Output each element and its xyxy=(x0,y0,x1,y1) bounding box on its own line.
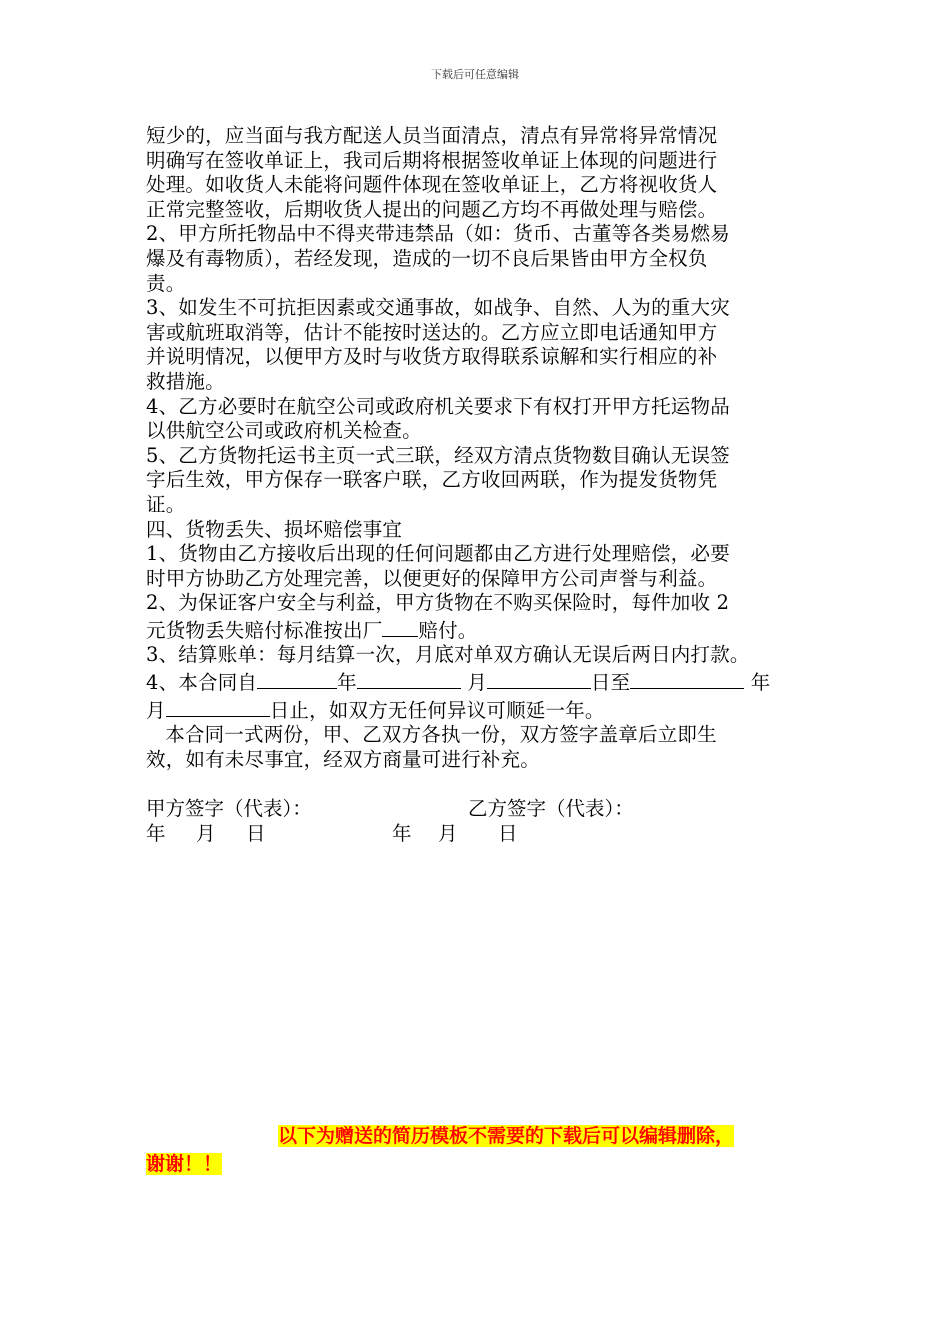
party-a-signature-label: 甲方签字（代表）： xyxy=(146,797,312,820)
paragraph-line: 1、货物由乙方接收后出现的任何问题都由乙方进行处理赔偿，必要 xyxy=(146,542,730,566)
paragraph-line: 害或航班取消等，估计不能按时送达的。乙方应立即电话通知甲方 xyxy=(146,320,718,344)
paragraph-line: 明确写在签收单证上，我司后期将根据签收单证上体现的问题进行 xyxy=(146,148,718,172)
paragraph-line: 效，如有未尽事宜，经双方商量可进行补充。 xyxy=(146,747,541,771)
paragraph-line: 2、甲方所托物品中不得夹带违禁品（如：货币、古董等各类易燃易 xyxy=(146,222,730,246)
contract-body xyxy=(146,124,814,772)
paragraph-line: 责。 xyxy=(146,271,186,295)
paragraph-line: 以供航空公司或政府机关检查。 xyxy=(146,419,422,443)
paragraph-line: 2、为保证客户安全与利益，甲方货物在不购买保险时，每件加收 2 xyxy=(146,591,730,615)
paragraph-line: 本合同一式两份，甲、乙双方各执一份，双方签字盖章后立即生 xyxy=(146,723,717,747)
paragraph-line xyxy=(146,696,814,724)
paragraph-line: 处理。如收货人未能将问题件体现在签收单证上，乙方将视收货人 xyxy=(146,173,718,197)
text-span: 月 xyxy=(460,671,487,695)
text-span: 日至 xyxy=(590,671,631,695)
notice-line-2: 谢谢！！ xyxy=(146,1153,223,1175)
paragraph-line: 救措施。 xyxy=(146,369,225,393)
paragraph-line: 证。 xyxy=(146,492,186,516)
party-b-date-year: 年 xyxy=(392,822,412,845)
party-b-date-day: 日 xyxy=(498,822,518,845)
party-b-date-month: 月 xyxy=(438,822,458,845)
paragraph-line: 爆及有毒物质），若经发现，造成的一切不良后果皆由甲方全权负 xyxy=(146,246,708,270)
blank-underline xyxy=(257,668,337,689)
blank-underline xyxy=(487,668,591,689)
paragraph-line: 3、结算账单：每月结算一次，月底对单双方确认无误后两日内打款。 xyxy=(146,643,750,667)
paragraph-line xyxy=(146,616,814,644)
text-span: 赔付。 xyxy=(418,618,478,642)
text-span: 元货物丢失赔付标准按出厂 xyxy=(146,618,383,642)
party-a-date-month: 月 xyxy=(196,822,216,845)
text-span: 月 xyxy=(146,698,166,722)
page-header: 下载后可任意编辑 xyxy=(431,68,519,81)
blank-underline xyxy=(630,668,744,689)
paragraph-line: 短少的，应当面与我方配送人员当面清点，清点有异常将异常情况 xyxy=(146,124,718,147)
blank-underline xyxy=(166,696,270,717)
paragraph-line: 正常完整签收，后期收货人提出的问题乙方均不再做处理与赔偿。 xyxy=(146,197,718,221)
paragraph-line: 5、乙方货物托运书主页一式三联，经双方清点货物数目确认无误签 xyxy=(146,443,730,467)
paragraph-line: 字后生效，甲方保存一联客户联，乙方收回两联，作为提发货物凭 xyxy=(146,468,718,492)
text-span: 4、本合同自 xyxy=(146,671,258,695)
paragraph-line xyxy=(146,668,814,696)
paragraph-line: 3、如发生不可抗拒因素或交通事故，如战争、自然、人为的重大灾 xyxy=(146,296,730,320)
party-a-date-year: 年 xyxy=(146,822,166,845)
text-span: 年 xyxy=(337,671,357,695)
blank-underline xyxy=(357,668,461,689)
text-span: 年 xyxy=(744,671,771,695)
paragraph-line: 4、乙方必要时在航空公司或政府机关要求下有权打开甲方托运物品 xyxy=(146,394,730,418)
party-b-signature-label: 乙方签字（代表）： xyxy=(468,797,634,820)
blank-underline xyxy=(382,616,418,637)
resume-template-notice xyxy=(146,1122,846,1178)
paragraph-line: 时甲方协助乙方处理完善，以便更好的保障甲方公司声誉与利益。 xyxy=(146,566,718,590)
paragraph-line: 并说明情况，以便甲方及时与收货方取得联系谅解和实行相应的补 xyxy=(146,345,718,369)
notice-line-1: 以下为赠送的简历模板不需要的下载后可以编辑删除， xyxy=(278,1125,735,1147)
section-heading: 四、货物丢失、损坏赔偿事宜 xyxy=(146,517,403,541)
text-span: 日止，如双方无任何异议可顺延一年。 xyxy=(269,698,605,722)
party-a-date-day: 日 xyxy=(246,822,266,845)
